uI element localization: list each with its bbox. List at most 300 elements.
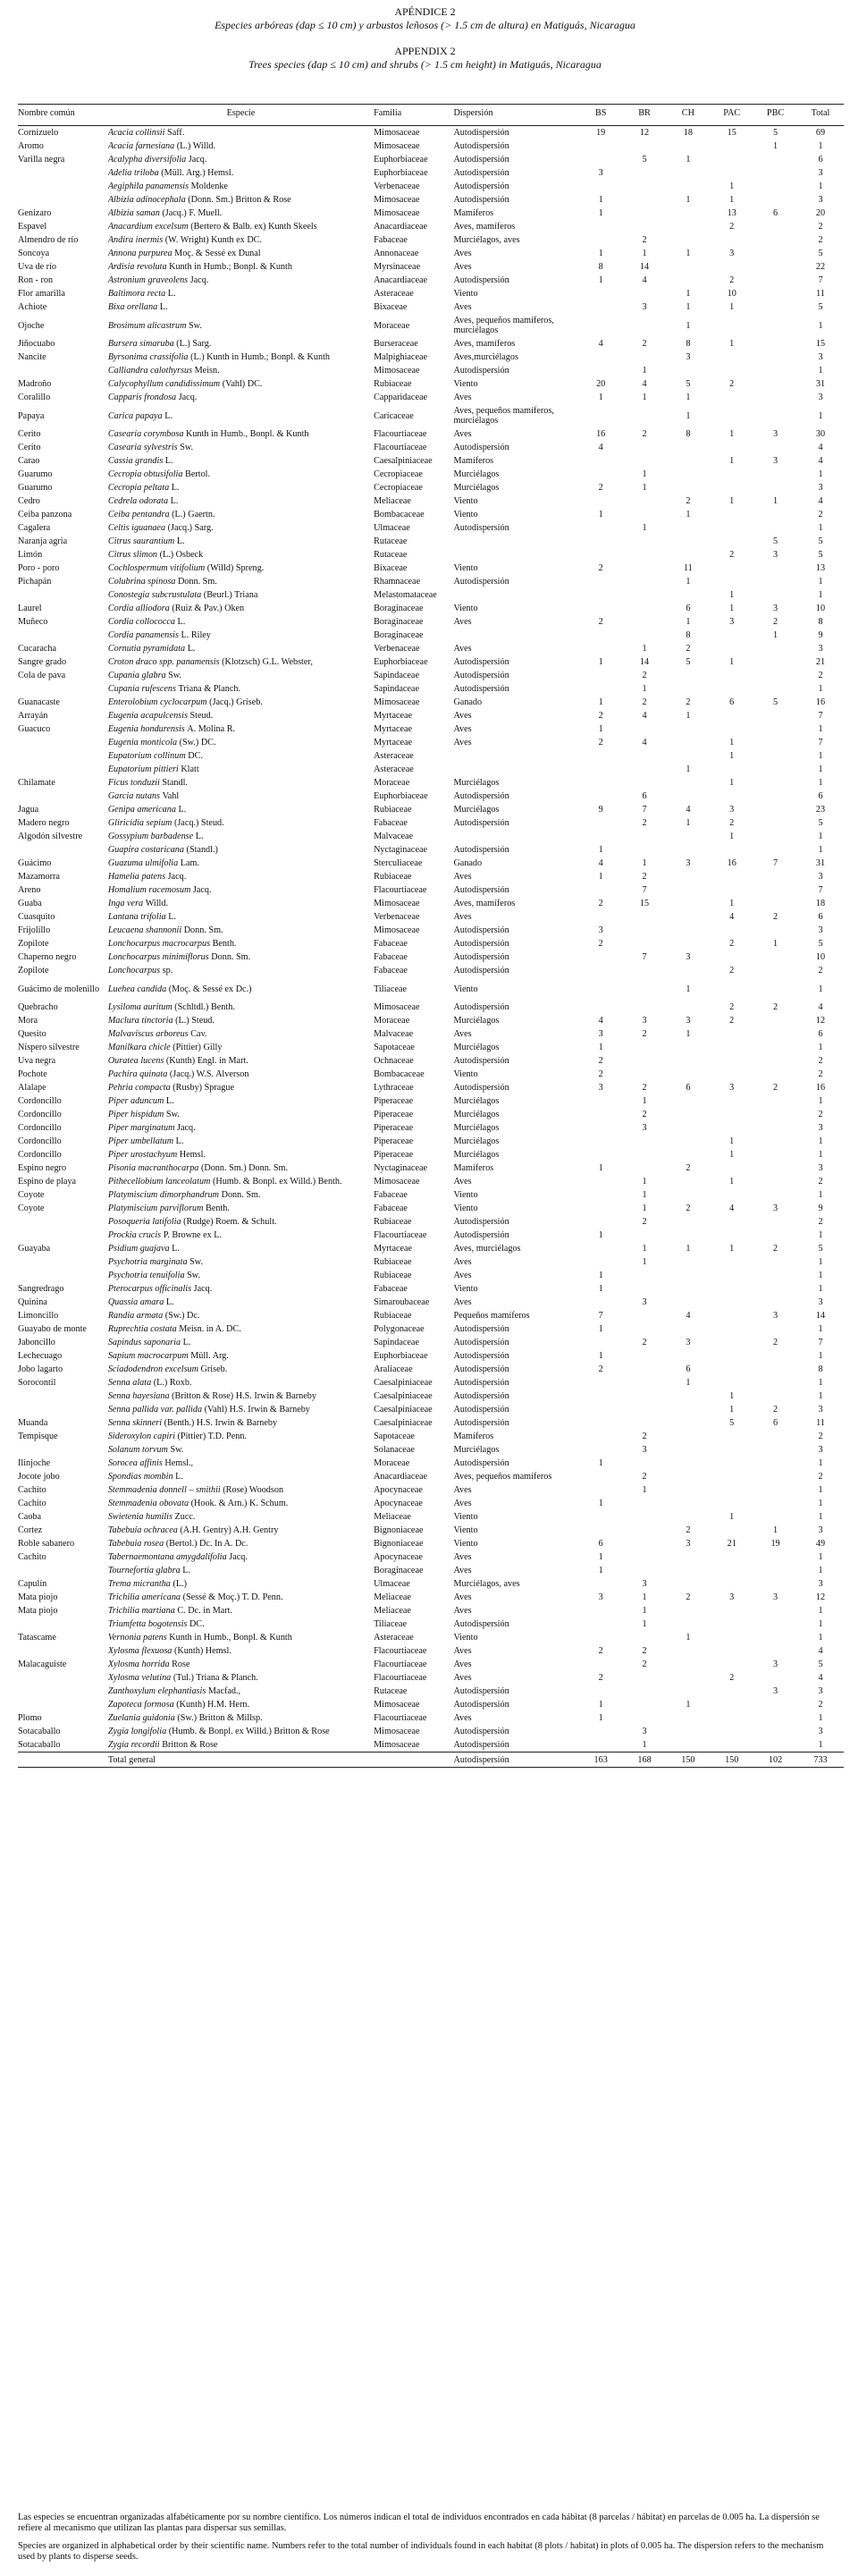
cell-common-name (18, 588, 108, 602)
cell-authority: Sw. (180, 443, 194, 452)
cell-ch (666, 220, 710, 233)
cell-ch (666, 790, 710, 803)
title-es-caption: Especies arbóreas (dap ≤ 10 cm) y arbustos leñosos (> 1.5 cm de altura) en Matiguás, Nicaragua (215, 19, 635, 31)
cell-pac (710, 1215, 753, 1229)
cell-bs (579, 233, 623, 247)
cell-species (108, 642, 374, 655)
cell-br: 4 (642, 379, 647, 389)
cell-total: 69 (815, 128, 826, 138)
cell-species-name: Gossypium barbadense (107, 832, 194, 841)
cell-species (108, 897, 374, 910)
cell-br: 1 (642, 366, 647, 376)
cell-ch (666, 1148, 710, 1161)
cell-dispersion: Murciélagos (453, 805, 500, 815)
cell-br: 3 (642, 1016, 647, 1026)
cell-authority: Sw. (168, 671, 182, 680)
cell-common-name: Madero negro (18, 818, 70, 828)
cell-common-name: Malacaguiste (18, 1660, 67, 1669)
cell-authority: Moldenke (190, 182, 228, 191)
cell-species (108, 1658, 374, 1671)
cell-pbc (753, 924, 797, 937)
cell-species (108, 1591, 374, 1604)
cell-family: Verbenaceae (374, 182, 420, 191)
cell-bs: 2 (598, 1069, 603, 1079)
cell-ch (666, 274, 710, 287)
cell-authority: Jacq. (229, 1552, 248, 1562)
cell-br (623, 843, 667, 857)
cell-total: 1 (818, 764, 823, 774)
table-row (18, 1175, 844, 1188)
cell-authority: Jacq. (188, 155, 207, 165)
cell-species-name: Malvaviscus arboreus (107, 1029, 189, 1039)
cell-family: Rubiaceae (374, 872, 412, 882)
cell-total: 1 (818, 141, 823, 151)
cell-species-name: Citrus saurantium (107, 536, 175, 546)
cell-bs: 1 (598, 275, 603, 285)
cell-dispersion: Autodispersión (453, 1083, 509, 1093)
cell-br (623, 830, 667, 843)
cell-common-name (18, 1403, 108, 1416)
cell-ch (666, 1711, 710, 1725)
cell-br: 3 (642, 302, 647, 312)
table-row (18, 830, 844, 843)
cell-total: 3 (818, 1405, 823, 1415)
cell-authority: (Pittier) T.D. Penn. (177, 1432, 247, 1441)
cell-total: 5 (818, 818, 823, 828)
cell-pbc (753, 883, 797, 897)
cell-common-name: Ceiba panzona (18, 510, 72, 519)
cell-species (108, 562, 374, 575)
cell-pbc (753, 1269, 797, 1282)
cell-common-name: Sangredrago (18, 1284, 64, 1294)
cell-species-name: Inga vera (107, 899, 144, 908)
cell-authority: Macfad., (207, 1686, 241, 1696)
cell-total: 15 (815, 339, 826, 349)
cell-authority: Vahl (162, 791, 180, 801)
cell-family: Sapindaceae (374, 684, 419, 694)
cell-ch: 3 (686, 952, 691, 962)
cell-ch (666, 1483, 710, 1497)
cell-species-name: Garcia nutans (107, 791, 161, 801)
cell-species-name: Lonchocarpus (107, 966, 161, 976)
cell-species (108, 803, 374, 816)
cell-ch (666, 481, 710, 494)
cell-total: 3 (818, 644, 823, 654)
cell-pac (710, 508, 753, 521)
cell-bs: 1 (598, 697, 603, 707)
cell-authority: Benth. (212, 939, 237, 949)
cell-family: Sapotaceae (374, 1432, 415, 1441)
cell-total: 2 (818, 1069, 823, 1079)
cell-authority: Benth. (206, 1204, 230, 1213)
cell-family: Rubiaceae (374, 805, 412, 815)
cell-br: 1 (642, 1592, 647, 1602)
cell-br: 1 (642, 644, 647, 654)
cell-species-name: Cordia panamensis (107, 630, 179, 640)
cell-ch (666, 843, 710, 857)
cell-species (108, 1497, 374, 1510)
cell-authority: L. (175, 1472, 183, 1482)
cell-bs (579, 1376, 623, 1389)
cell-common-name: Pichapán (18, 577, 52, 587)
cell-pac (710, 1564, 753, 1577)
cell-authority: Hemsl. (179, 1150, 206, 1160)
cell-bs: 4 (598, 1016, 603, 1026)
cell-common-name (18, 749, 108, 763)
cell-total: 4 (818, 1002, 823, 1012)
cell-ch (666, 1108, 710, 1121)
table-row (18, 897, 844, 910)
table-row (18, 1309, 844, 1322)
cell-pbc (753, 1564, 797, 1577)
cell-bs (579, 1443, 623, 1457)
cell-authority: (Kunth) Engl. in Mart. (165, 1056, 248, 1066)
cell-br: 3 (642, 1727, 647, 1736)
cell-dispersion: Autodispersión (453, 1351, 509, 1361)
cell-common-name: Cordoncillo (18, 1150, 62, 1160)
cell-authority: Donn. Sm. (211, 952, 251, 962)
cell-total: 1 (818, 684, 823, 694)
cell-ch (666, 1188, 710, 1202)
cell-common-name: Cachito (18, 1552, 46, 1562)
cell-pbc (753, 1054, 797, 1068)
cell-total: 30 (815, 429, 826, 439)
cell-ch: 1 (686, 410, 691, 421)
cell-family: Caesalpiniaceae (374, 1405, 433, 1415)
cell-br (623, 166, 667, 180)
cell-ch (666, 1550, 710, 1564)
cell-br: 1 (642, 249, 647, 258)
cell-br: 2 (642, 671, 647, 680)
cell-total: 31 (815, 379, 826, 389)
cell-family: Myrtaceae (374, 1244, 413, 1254)
cell-bs: 1 (598, 510, 603, 519)
cell-pac (710, 1376, 753, 1389)
cell-br (623, 287, 667, 300)
cell-species (108, 1376, 374, 1389)
cell-total: 1 (818, 1633, 823, 1643)
cell-family: Flacourtiaceae (374, 1230, 427, 1240)
col-header-pbc: PBC (753, 105, 797, 126)
cell-pac (710, 1430, 753, 1443)
cell-bs (579, 468, 623, 481)
cell-authority: (Humb. & Bonpl. ex Willd.) Benth. (212, 1177, 342, 1187)
cell-common-name (18, 1269, 108, 1282)
cell-ch (666, 1296, 710, 1309)
table-row (18, 1470, 844, 1483)
cell-species-name: Posoqueria latifolia (107, 1217, 181, 1227)
cell-total: 4 (818, 496, 823, 506)
cell-total: 6 (818, 1029, 823, 1039)
cell-species (108, 790, 374, 803)
cell-authority: (Jacq.) Griseb. (209, 697, 263, 707)
cell-total: 2 (818, 1217, 823, 1227)
cell-dispersion: Autodispersión (453, 966, 509, 976)
cell-total: 3 (818, 483, 823, 493)
cell-species-name: Zanthoxylum elephantiasis (107, 1686, 206, 1696)
cell-ch (666, 776, 710, 790)
table-row (18, 1617, 844, 1631)
cell-dispersion: Aves (453, 1177, 472, 1187)
cell-common-name: Zopilote (18, 939, 49, 949)
table-row (18, 1577, 844, 1591)
cell-pbc (753, 1443, 797, 1457)
table-row (18, 180, 844, 193)
cell-pbc: 3 (773, 429, 778, 439)
table-row (18, 857, 844, 870)
table-row (18, 1135, 844, 1148)
cell-family: Boraginaceae (374, 617, 424, 627)
cell-pbc: 19 (770, 1539, 780, 1549)
cell-family: Anacardiaceae (374, 275, 428, 285)
cell-family: Caricaceae (374, 410, 414, 421)
cell-bs (579, 642, 623, 655)
cell-bs (579, 535, 623, 548)
cell-family: Fabaceae (374, 1284, 408, 1294)
cell-total: 8 (818, 617, 823, 627)
cell-species-name: Trichilia martiana (107, 1606, 175, 1616)
cell-species-name: Cornutia pyramidata (107, 644, 186, 654)
cell-authority: L. (175, 1136, 184, 1146)
cell-species-name: Piper aduncum (107, 1096, 164, 1106)
cell-species (108, 776, 374, 790)
table-row (18, 1242, 844, 1255)
cell-family: Fabaceae (374, 818, 408, 828)
cell-pac (710, 139, 753, 153)
cell-total: 5 (818, 1660, 823, 1669)
cell-br: 1 (642, 1244, 647, 1254)
cell-pbc: 1 (773, 939, 778, 949)
cell-pac (710, 722, 753, 736)
cell-family: Lythraceae (374, 1083, 414, 1093)
cell-dispersion: Autodispersión (453, 657, 509, 667)
cell-bs: 3 (598, 168, 603, 178)
cell-authority: (Benth.) H.S. Irwin & Barneby (164, 1418, 278, 1428)
cell-ch (666, 1389, 710, 1403)
cell-species (108, 950, 374, 964)
cell-common-name: Cordoncillo (18, 1110, 62, 1119)
cell-pac (710, 1255, 753, 1269)
cell-pac (710, 1027, 753, 1041)
cell-species-name: Hamelia patens (107, 872, 166, 882)
cell-species-name: Sapium macrocarpum (107, 1351, 189, 1361)
cell-ch: 6 (686, 604, 691, 613)
cell-ch (666, 1577, 710, 1591)
table-row (18, 300, 844, 314)
cell-bs (579, 314, 623, 337)
cell-common-name: Cachito (18, 1499, 46, 1508)
cell-family: Apocynaceae (374, 1499, 423, 1508)
cell-family: Bixaceae (374, 302, 408, 312)
cell-species (108, 351, 374, 364)
cell-authority: L. (168, 912, 176, 922)
cell-ch: 1 (686, 195, 691, 205)
cell-br (623, 1524, 667, 1537)
cell-family: Simaroubaceae (374, 1297, 430, 1307)
cell-authority: (Rose) Woodson (223, 1485, 284, 1495)
cell-br: 1 (642, 1257, 647, 1267)
cell-family: Nyctaginaceae (374, 845, 428, 855)
table-row (18, 391, 844, 404)
cell-pbc (753, 1296, 797, 1309)
cell-species-name: Platymiscium dimorphandrum (107, 1190, 220, 1200)
table-row (18, 468, 844, 481)
cell-dispersion: Aves,murciélagos (453, 352, 518, 362)
cell-bs: 1 (598, 872, 603, 882)
cell-pac: 2 (729, 1673, 735, 1683)
cell-bs: 16 (596, 429, 606, 439)
cell-species (108, 1403, 374, 1416)
table-row (18, 1161, 844, 1175)
cell-total: 1 (818, 751, 823, 761)
cell-species-name: Aegiphila panamensis (107, 182, 189, 191)
cell-ch: 3 (686, 1539, 691, 1549)
cell-pac (710, 1282, 753, 1296)
cell-species-name: Psychotria tenuifolia (107, 1271, 185, 1280)
cell-family: Fabaceae (374, 1204, 408, 1213)
cell-br (623, 602, 667, 615)
cell-pbc (753, 1604, 797, 1617)
cell-dispersion: Viento (453, 379, 478, 389)
cell-species (108, 1027, 374, 1041)
cell-total: 1 (818, 984, 823, 994)
cell-family: Euphorbiaceae (374, 168, 428, 178)
cell-species (108, 602, 374, 615)
total-pac: 150 (710, 1753, 753, 1768)
cell-pac (710, 260, 753, 274)
cell-total: 7 (818, 711, 823, 721)
cell-pbc (753, 1671, 797, 1685)
cell-authority: DC. (188, 751, 203, 761)
cell-total: 2 (818, 1177, 823, 1187)
cell-species-name: Psidium guajava (107, 1244, 170, 1254)
cell-bs: 1 (598, 195, 603, 205)
cell-species (108, 1175, 374, 1188)
cell-species (108, 924, 374, 937)
cell-family: Euphorbiaceae (374, 155, 428, 165)
cell-br (623, 1711, 667, 1725)
cell-family: Meliaceae (374, 1592, 411, 1602)
table-row (18, 1081, 844, 1094)
cell-ch: 3 (686, 1338, 691, 1347)
table-row (18, 247, 844, 260)
table-row (18, 1322, 844, 1336)
cell-bs (579, 454, 623, 468)
cell-species-name: Pithecellobium lanceolatum (107, 1177, 211, 1187)
cell-family: Asteraceae (374, 751, 414, 761)
cell-common-name: Lechecuago (18, 1351, 63, 1361)
cell-pac: 3 (729, 249, 735, 258)
cell-total: 16 (815, 1083, 826, 1093)
cell-pac: 1 (729, 1391, 735, 1401)
cell-pbc (753, 1255, 797, 1269)
cell-family: Piperaceae (374, 1136, 414, 1146)
cell-bs (579, 1617, 623, 1631)
cell-pac: 1 (729, 832, 735, 841)
cell-common-name (18, 682, 108, 696)
cell-species-name: Senna hayesiana (107, 1391, 170, 1401)
cell-species-name: Baltimora recta (107, 289, 166, 299)
total-pbc: 102 (753, 1753, 797, 1768)
cell-family: Flacourtiaceae (374, 1660, 427, 1669)
cell-pac: 1 (729, 339, 735, 349)
cell-ch (666, 897, 710, 910)
cell-total: 3 (818, 1727, 823, 1736)
cell-common-name: Guarumo (18, 483, 53, 493)
cell-species (108, 736, 374, 749)
cell-species-name: Sapindus saponaria (107, 1338, 181, 1347)
cell-pbc (753, 300, 797, 314)
cell-bs: 2 (598, 738, 603, 747)
cell-species (108, 629, 374, 642)
cell-species (108, 1322, 374, 1336)
cell-br: 4 (642, 275, 647, 285)
cell-species (108, 521, 374, 535)
cell-family: Ochnaceae (374, 1056, 414, 1066)
cell-pac (710, 763, 753, 776)
cell-pbc (753, 351, 797, 364)
cell-common-name: Poro - poro (18, 563, 60, 573)
cell-pbc (753, 233, 797, 247)
table-row (18, 1363, 844, 1376)
cell-bs: 1 (598, 1351, 603, 1361)
cell-br (623, 924, 667, 937)
cell-common-name: Cola de pava (18, 671, 66, 680)
cell-ch (666, 521, 710, 535)
cell-ch: 1 (686, 302, 691, 312)
cell-br (623, 1564, 667, 1577)
cell-dispersion: Murciélagos (453, 1096, 500, 1106)
cell-pac (710, 1363, 753, 1376)
cell-dispersion: Autodispersión (453, 141, 509, 151)
cell-pac: 16 (727, 858, 736, 868)
cell-ch (666, 1322, 710, 1336)
table-row (18, 790, 844, 803)
table-row (18, 655, 844, 669)
table-row (18, 166, 844, 180)
table-row (18, 454, 844, 468)
cell-species (108, 1081, 374, 1094)
cell-common-name: Tatascame (18, 1633, 56, 1643)
cell-bs (579, 763, 623, 776)
cell-pbc (753, 521, 797, 535)
cell-common-name: Mora (18, 1016, 38, 1026)
cell-common-name (18, 1644, 108, 1658)
cell-family: Mimosaceae (374, 899, 420, 908)
table-row (18, 937, 844, 950)
total-bs: 163 (579, 1753, 623, 1768)
cell-dispersion: Autodispersión (453, 952, 509, 962)
cell-common-name: Coyote (18, 1204, 45, 1213)
cell-authority: L. (165, 1297, 174, 1307)
cell-dispersion: Autodispersión (453, 577, 509, 587)
table-row (18, 1725, 844, 1738)
cell-authority: L. (182, 1338, 191, 1347)
cell-dispersion: Autodispersión (453, 1619, 509, 1629)
table-row (18, 924, 844, 937)
cell-common-name: Laurel (18, 604, 42, 613)
cell-pac: 6 (729, 697, 735, 707)
cell-common-name: Aromo (18, 141, 44, 151)
cell-ch (666, 669, 710, 682)
cell-pbc: 1 (773, 496, 778, 506)
cell-pbc (753, 870, 797, 883)
cell-pbc (753, 166, 797, 180)
cell-pbc (753, 803, 797, 816)
cell-authority: Cav. (190, 1029, 207, 1039)
cell-pbc: 2 (773, 1405, 778, 1415)
cell-family: Flacourtiaceae (374, 429, 427, 439)
